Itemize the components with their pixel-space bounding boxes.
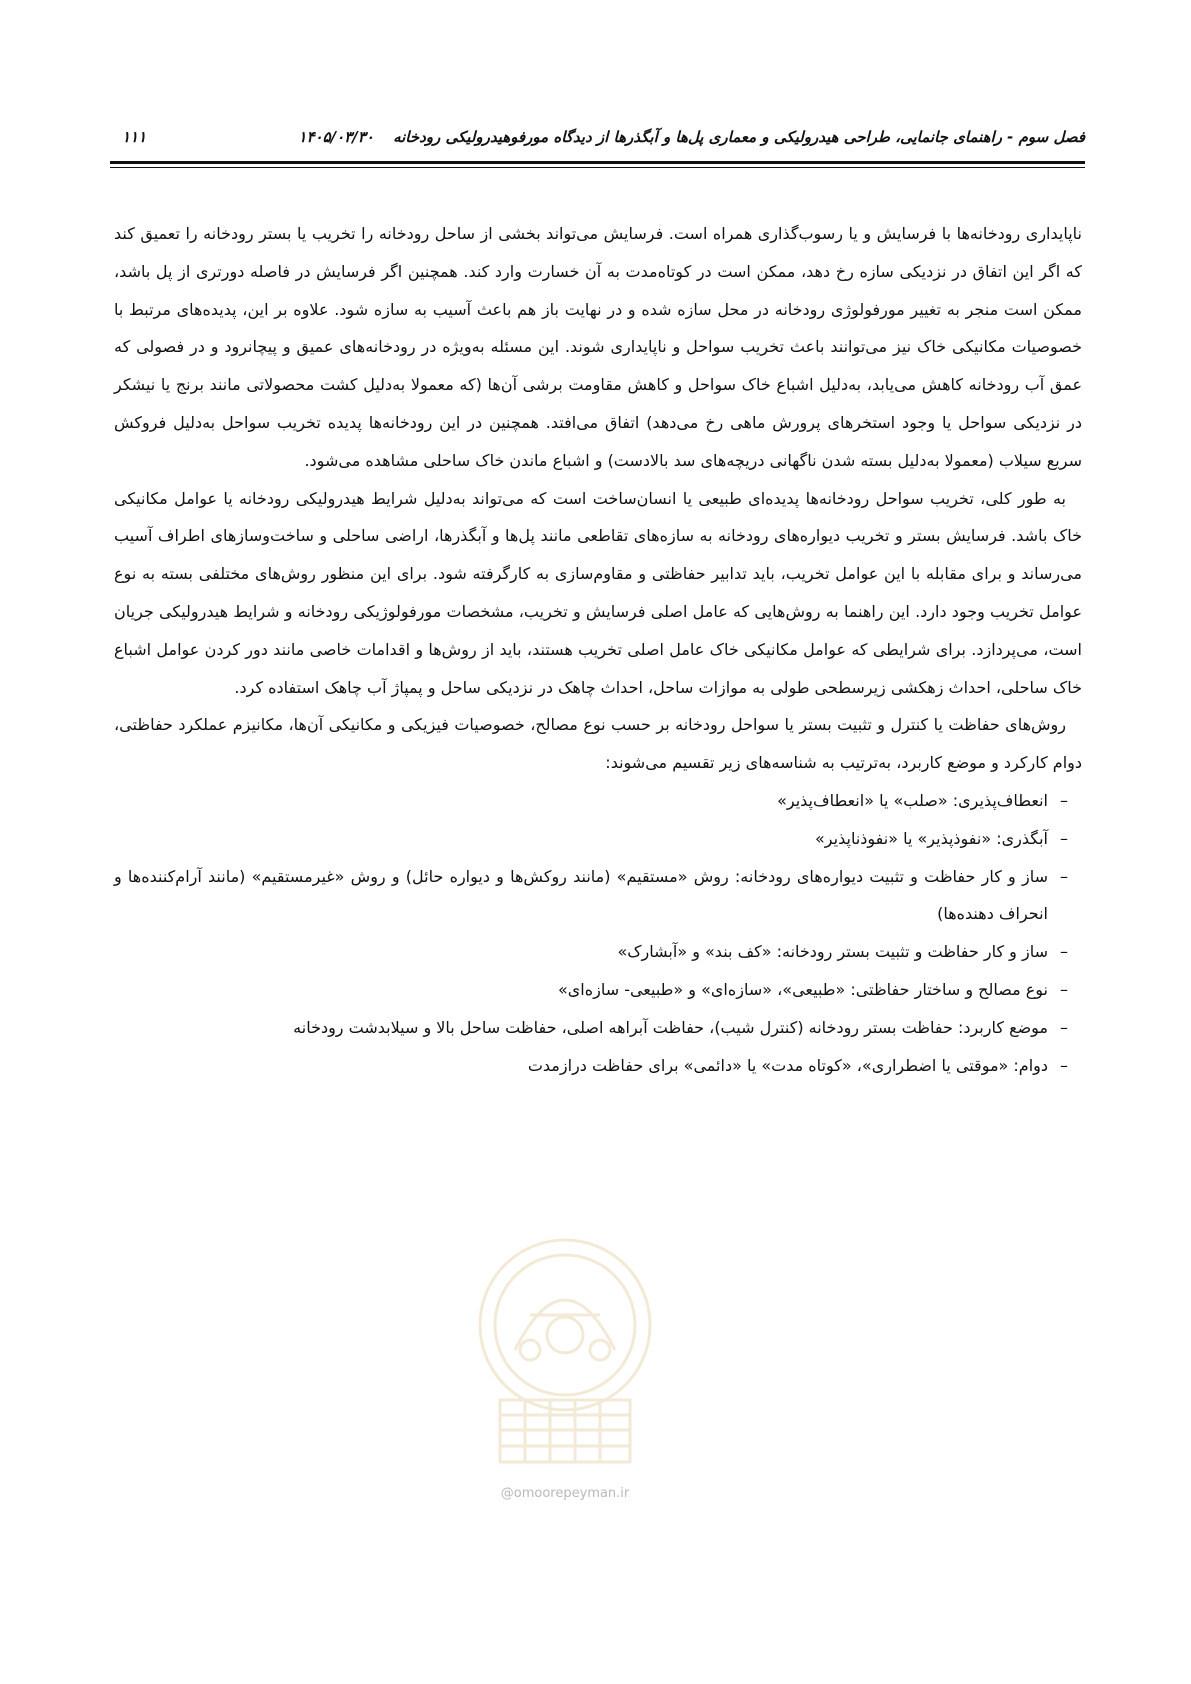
list-dash: –	[1060, 1017, 1068, 1037]
paragraph-2: به طور کلی، تخریب سواحل رودخانه‌ها پدیده‌ای طبیعی یا انسان‌ساخت است که می‌تواند به‌دلیل شرایط هیدرولیکی رودخانه یا عوامل مکانیکی خاک باشد. فرسایش بستر و تخریب دیواره‌های رودخانه به سازه‌های تقاطعی مانند پل‌ها و آبگذرها، اراضی ساحلی و ساخت‌وسازهای اطراف آسیب می‌رساند و برای مقابله با این عوامل تخریب، باید تدابیر حفاظتی و مقاوم‌سازی به کارگرفته شود. برای این منظور روش‌های مختلفی بسته به نوع عوامل تخریب وجود دارد. این راهنما به روش‌هایی که عامل اصلی فرسایش و تخریب، مشخصات مورفولوژیکی رودخانه و شرایط هیدرولیکی جریان است، می‌پردازد. برای شرایطی که عوامل مکانیکی خاک عامل اصلی تخریب هستند، باید از روش‌ها و اقدامات خاصی مانند دور کردن عوامل اشباع خاک ساحلی، احداث زهکشی زیرسطحی طولی به موازات ساحل، احداث چاهک در نزدیکی ساحل و پمپاژ آب چاهک استفاده کرد.	[114, 488, 1082, 697]
list-item-text: انعطاف‌پذیری: «صلب» یا «انعطاف‌پذیر»	[777, 790, 1048, 810]
list-item	[114, 1009, 1082, 1047]
list-item-text: دوام: «موقتی یا اضطراری»، «کوتاه مدت» یا «دائمی» برای حفاظت درازمدت	[527, 1055, 1048, 1075]
header-rule-thick	[110, 161, 1085, 164]
paragraph-1: ناپایداری رودخانه‌ها با فرسایش و یا رسوب‌گذاری همراه است. فرسایش می‌تواند بخشی از ساحل رودخانه را تخریب یا بستر رودخانه را تعمیق کند که اگر این اتفاق در نزدیکی سازه رخ دهد، ممکن است در کوتاه‌مدت به آن خسارت وارد کند. همچنین اگر فرسایش در فاصله دورتری از پل باشد، ممکن است منجر به تغییر مورفولوژی رودخانه در محل سازه شده و در نهایت باز هم باعث آسیب به سازه شود. علاوه بر این، پدیده‌های مرتبط با خصوصیات مکانیکی خاک نیز می‌توانند باعث تخریب سواحل و ناپایداری شوند. این مسئله به‌ویژه در رودخانه‌های عمیق و پیچانرود و در فصولی که عمق آب رودخانه کاهش می‌یابد، به‌دلیل اشباع خاک سواحل و کاهش مقاومت برشی آن‌ها (که معمولا به‌دلیل کشت محصولاتی مانند برنج یا نیشکر در نزدیکی سواحل یا وجود استخرهای پرورش ماهی رخ می‌دهد) اتفاق می‌افتد. همچنین در این رودخانه‌ها پدیده تخریب سواحل به‌دلیل فروکش سریع سیلاب (معمولا به‌دلیل بسته شدن ناگهانی دریچه‌های سد بالادست) و اشباع ماندن خاک ساحلی مشاهده می‌شود.	[114, 224, 1082, 470]
list-item	[114, 971, 1082, 1009]
list-dash: –	[1060, 790, 1068, 810]
list-item	[114, 782, 1082, 820]
header-rule-thin	[110, 167, 1085, 168]
list-item-text: ساز و کار حفاظت و تثبیت دیواره‌های رودخانه: روش «مستقیم» (مانند روکش‌ها و دیواره حائل) و روش «غیرمستقیم» (مانند آرام‌کننده‌ها و انحراف دهنده‌ها)	[114, 866, 1048, 924]
list-item-text: نوع مصالح و ساختار حفاظتی: «طبیعی»، «سازه‌ای» و «طبیعی- سازه‌ای»	[557, 979, 1048, 999]
watermark-site: @omoorepeyman.ir	[500, 1486, 630, 1501]
page-number: ۱۱۱	[122, 128, 147, 146]
list-dash: –	[1060, 979, 1068, 999]
list-dash: –	[1060, 1055, 1068, 1075]
list-item-text: آبگذری: «نفوذپذیر» یا «نفوذناپذیر»	[815, 828, 1048, 848]
list-item	[114, 820, 1082, 858]
chapter-title	[298, 128, 1085, 146]
omoore-peyman-seal-icon	[470, 1230, 660, 1470]
list-item	[114, 858, 1082, 934]
running-header	[110, 128, 1085, 158]
list-dash: –	[1060, 828, 1068, 848]
list-dash: –	[1060, 942, 1068, 962]
chapter-title-text: فصل سوم - راهنمای جانمایی، طراحی هیدرولیکی و معماری پل‌ها و آبگذرها از دیدگاه مورفوهیدرولیکی رودخانه	[393, 128, 1085, 146]
list-item	[114, 1047, 1082, 1085]
list-item	[114, 933, 1082, 971]
list-dash: –	[1060, 866, 1068, 886]
body-text	[114, 215, 1082, 1084]
classification-list	[114, 782, 1082, 1084]
list-item-text: موضع کاربرد: حفاظت بستر رودخانه (کنترل شیب)، حفاظت آبراهه اصلی، حفاظت ساحل بالا و سیلابدشت رودخانه	[293, 1017, 1048, 1037]
paragraph-3: روش‌های حفاظت یا کنترل و تثبیت بستر یا سواحل رودخانه بر حسب نوع مصالح، خصوصیات فیزیکی و مکانیکی آن‌ها، مکانیزم عملکرد حفاظتی، دوام کارکرد و موضع کاربرد، به‌ترتیب به شناسه‌های زیر تقسیم می‌شوند:	[114, 715, 1082, 773]
list-item-text: ساز و کار حفاظت و تثبیت بستر رودخانه: «کف بند» و «آبشارک»	[617, 942, 1048, 962]
header-date: ۱۴۰۵/۰۳/۳۰	[298, 128, 374, 146]
